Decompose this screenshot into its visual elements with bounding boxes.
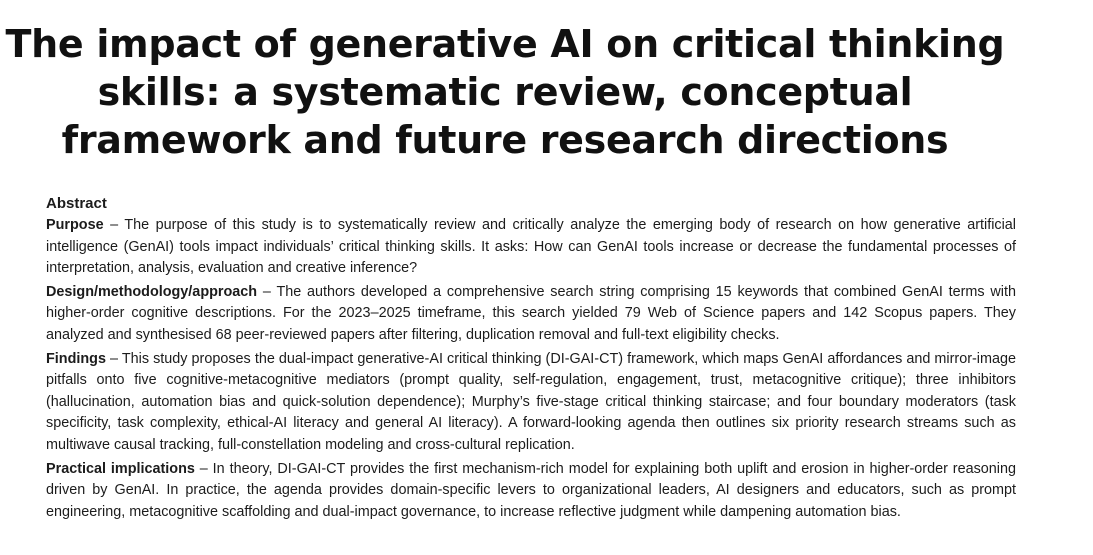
abstract-findings <box>46 349 1016 457</box>
abstract-practical-implications <box>46 459 1016 524</box>
purpose-text: – The purpose of this study is to systematically review and critically analyze the emerging body of research on how generative artificial intelligence (GenAI) tools impact individuals’ critical thinking skills. It asks: How can GenAI tools increase or decrease the fundamental processes of interpretation, analysis, evaluation and creative inference? <box>46 217 1016 277</box>
findings-text: – This study proposes the dual-impact generative-AI critical thinking (DI-GAI-CT) framework, which maps GenAI affordances and mirror-image pitfalls onto five cognitive-metacognitive mediators (prompt quality, self-regulation, engagement, trust, metacognitive critique); three inhibitors (hallucination, automation bias and quick-solution dependence); Murphy’s five-stage critical thinking staircase; and four boundary moderators (task specificity, task complexity, ethical-AI literacy and general AI literacy). A forward-looking agenda then outlines six priority research streams such as multiwave causal tracking, full-constellation modeling and cross-cultural replication. <box>46 350 1016 453</box>
abstract-design-methodology <box>46 282 1016 347</box>
findings-label: Findings <box>46 350 106 367</box>
abstract-heading: Abstract <box>46 195 107 212</box>
title-line-1: The impact of generative AI on critical thinking <box>5 22 1005 66</box>
purpose-label: Purpose <box>46 217 104 233</box>
practical-implications-label: Practical implications <box>46 460 195 477</box>
abstract-purpose <box>46 215 1016 280</box>
design-methodology-label: Design/methodology/approach <box>46 283 258 300</box>
title-line-3: framework and future research directions <box>61 118 949 162</box>
paper-title <box>0 20 1010 164</box>
abstract-section <box>46 193 1016 525</box>
title-line-2: skills: a systematic review, conceptual <box>97 70 913 114</box>
design-methodology-text: – The authors developed a comprehensive search string comprising 15 keywords that combined GenAI terms with higher-order cognitive descriptions. For the 2023–2025 timeframe, this search yielded 79 Web of Science papers and 142 Scopus papers. They analyzed and synthesised 68 peer-reviewed papers after filtering, duplication removal and full-text eligibility checks. <box>46 283 1016 343</box>
practical-implications-text: – In theory, DI-GAI-CT provides the first mechanism-rich model for explaining both uplift and erosion in higher-order reasoning driven by GenAI. In practice, the agenda provides domain-specific levers to organizational leaders, AI designers and educators, such as prompt engineering, metacognitive scaffolding and dual-impact governance, to increase reflective judgment while dampening automation bias. <box>46 460 1016 520</box>
